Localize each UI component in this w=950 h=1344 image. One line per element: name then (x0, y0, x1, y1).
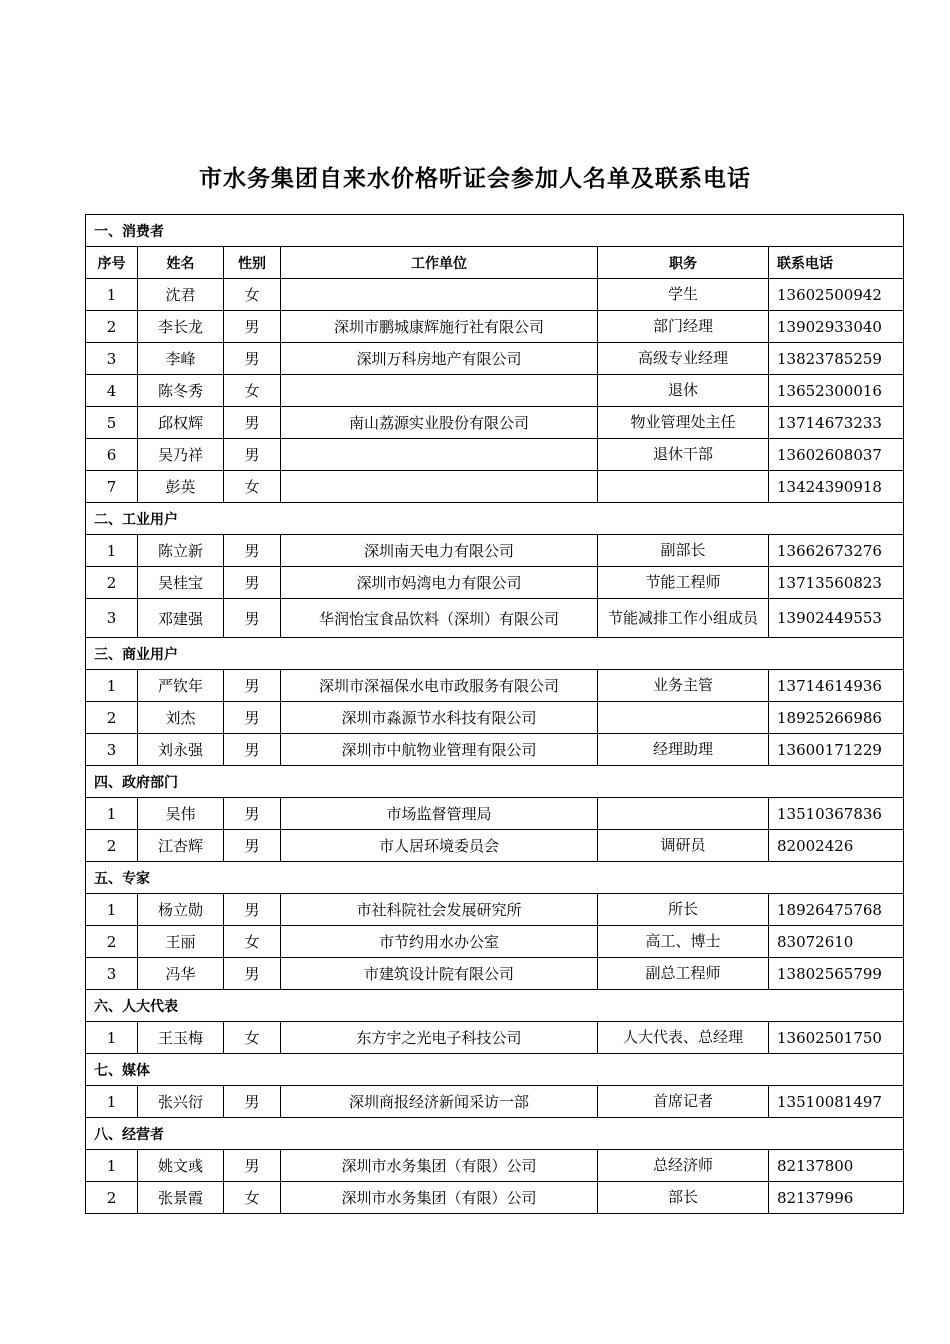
cell-workplace: 市建筑设计院有限公司 (281, 958, 598, 990)
cell-phone: 13510367836 (769, 798, 904, 830)
section-row (86, 1118, 904, 1150)
cell-gender: 男 (224, 958, 281, 990)
section-title: 一、消费者 (86, 215, 904, 247)
cell-phone: 13602500942 (769, 279, 904, 311)
section-row (86, 1054, 904, 1086)
cell-position: 节能减排工作小组成员 (598, 599, 769, 638)
cell-name: 吴乃祥 (138, 439, 224, 471)
cell-serial: 3 (86, 599, 138, 638)
section-row (86, 862, 904, 894)
section-title: 五、专家 (86, 862, 904, 894)
cell-workplace: 深圳万科房地产有限公司 (281, 343, 598, 375)
cell-workplace: 深圳南天电力有限公司 (281, 535, 598, 567)
cell-workplace: 市社科院社会发展研究所 (281, 894, 598, 926)
cell-gender: 男 (224, 439, 281, 471)
cell-phone: 13902449553 (769, 599, 904, 638)
header-serial: 序号 (86, 247, 138, 279)
cell-position: 部长 (598, 1182, 769, 1214)
cell-name: 江杏辉 (138, 830, 224, 862)
cell-phone: 13802565799 (769, 958, 904, 990)
cell-name: 王丽 (138, 926, 224, 958)
cell-workplace: 东方宇之光电子科技公司 (281, 1022, 598, 1054)
cell-position: 总经济师 (598, 1150, 769, 1182)
cell-position (598, 798, 769, 830)
cell-gender: 女 (224, 1182, 281, 1214)
cell-position (598, 702, 769, 734)
cell-position: 高工、博士 (598, 926, 769, 958)
cell-gender: 男 (224, 734, 281, 766)
cell-workplace: 南山荔源实业股份有限公司 (281, 407, 598, 439)
section-row (86, 215, 904, 247)
cell-gender: 男 (224, 798, 281, 830)
cell-serial: 2 (86, 830, 138, 862)
table-row (86, 670, 904, 702)
cell-position: 所长 (598, 894, 769, 926)
cell-position: 学生 (598, 279, 769, 311)
table-row (86, 279, 904, 311)
cell-phone: 82137996 (769, 1182, 904, 1214)
cell-name: 吴桂宝 (138, 567, 224, 599)
cell-phone: 82137800 (769, 1150, 904, 1182)
table-row (86, 926, 904, 958)
section-title: 三、商业用户 (86, 638, 904, 670)
cell-gender: 男 (224, 1150, 281, 1182)
cell-name: 邱权辉 (138, 407, 224, 439)
cell-gender: 女 (224, 279, 281, 311)
cell-position: 副总工程师 (598, 958, 769, 990)
cell-phone: 13714673233 (769, 407, 904, 439)
cell-position: 退休干部 (598, 439, 769, 471)
table-row (86, 1150, 904, 1182)
cell-name: 沈君 (138, 279, 224, 311)
cell-phone: 13713560823 (769, 567, 904, 599)
cell-workplace: 深圳市鹏城康辉施行社有限公司 (281, 311, 598, 343)
cell-serial: 1 (86, 798, 138, 830)
cell-serial: 3 (86, 958, 138, 990)
cell-name: 张景霞 (138, 1182, 224, 1214)
cell-serial: 6 (86, 439, 138, 471)
cell-position: 高级专业经理 (598, 343, 769, 375)
participant-table (85, 214, 904, 1214)
cell-gender: 女 (224, 375, 281, 407)
cell-position: 副部长 (598, 535, 769, 567)
table-row (86, 407, 904, 439)
cell-serial: 1 (86, 535, 138, 567)
cell-gender: 男 (224, 407, 281, 439)
cell-name: 彭英 (138, 471, 224, 503)
cell-phone: 13602501750 (769, 1022, 904, 1054)
cell-position: 人大代表、总经理 (598, 1022, 769, 1054)
cell-phone: 82002426 (769, 830, 904, 862)
cell-workplace: 深圳市淼源节水科技有限公司 (281, 702, 598, 734)
cell-workplace: 深圳市中航物业管理有限公司 (281, 734, 598, 766)
cell-serial: 2 (86, 1182, 138, 1214)
table-row (86, 375, 904, 407)
section-row (86, 503, 904, 535)
cell-serial: 7 (86, 471, 138, 503)
cell-name: 姚文彧 (138, 1150, 224, 1182)
section-title: 四、政府部门 (86, 766, 904, 798)
cell-name: 刘杰 (138, 702, 224, 734)
cell-serial: 3 (86, 734, 138, 766)
cell-workplace (281, 279, 598, 311)
table-row (86, 702, 904, 734)
cell-phone: 18926475768 (769, 894, 904, 926)
section-title: 七、媒体 (86, 1054, 904, 1086)
cell-phone: 13510081497 (769, 1086, 904, 1118)
cell-phone: 18925266986 (769, 702, 904, 734)
cell-phone: 13902933040 (769, 311, 904, 343)
table-row (86, 798, 904, 830)
table-row (86, 734, 904, 766)
cell-position: 首席记者 (598, 1086, 769, 1118)
cell-position: 业务主管 (598, 670, 769, 702)
cell-workplace: 市节约用水办公室 (281, 926, 598, 958)
cell-phone: 13652300016 (769, 375, 904, 407)
cell-serial: 1 (86, 1150, 138, 1182)
cell-position (598, 471, 769, 503)
cell-phone: 13600171229 (769, 734, 904, 766)
cell-gender: 男 (224, 670, 281, 702)
cell-phone: 13823785259 (769, 343, 904, 375)
cell-gender: 女 (224, 1022, 281, 1054)
cell-gender: 男 (224, 894, 281, 926)
table-row (86, 599, 904, 638)
cell-phone: 13424390918 (769, 471, 904, 503)
table-row (86, 343, 904, 375)
cell-name: 张兴衍 (138, 1086, 224, 1118)
table-row (86, 1086, 904, 1118)
cell-gender: 男 (224, 830, 281, 862)
cell-serial: 5 (86, 407, 138, 439)
cell-workplace: 深圳市妈湾电力有限公司 (281, 567, 598, 599)
table-row (86, 958, 904, 990)
cell-gender: 男 (224, 567, 281, 599)
section-title: 二、工业用户 (86, 503, 904, 535)
cell-name: 吴伟 (138, 798, 224, 830)
cell-name: 刘永强 (138, 734, 224, 766)
cell-serial: 1 (86, 894, 138, 926)
table-row (86, 1182, 904, 1214)
header-phone: 联系电话 (769, 247, 904, 279)
cell-name: 李峰 (138, 343, 224, 375)
cell-workplace: 深圳市水务集团（有限）公司 (281, 1182, 598, 1214)
cell-position: 经理助理 (598, 734, 769, 766)
table-row (86, 535, 904, 567)
cell-serial: 3 (86, 343, 138, 375)
cell-name: 邓建强 (138, 599, 224, 638)
section-row (86, 990, 904, 1022)
cell-workplace (281, 375, 598, 407)
cell-phone: 13714614936 (769, 670, 904, 702)
table-row (86, 471, 904, 503)
cell-name: 王玉梅 (138, 1022, 224, 1054)
cell-workplace: 深圳商报经济新闻采访一部 (281, 1086, 598, 1118)
cell-serial: 1 (86, 670, 138, 702)
table-row (86, 1022, 904, 1054)
cell-position: 退休 (598, 375, 769, 407)
cell-serial: 1 (86, 279, 138, 311)
cell-serial: 4 (86, 375, 138, 407)
cell-workplace: 深圳市深福保水电市政服务有限公司 (281, 670, 598, 702)
cell-name: 冯华 (138, 958, 224, 990)
cell-name: 李长龙 (138, 311, 224, 343)
cell-serial: 2 (86, 311, 138, 343)
header-name: 姓名 (138, 247, 224, 279)
table-row (86, 894, 904, 926)
cell-gender: 男 (224, 1086, 281, 1118)
table-row (86, 439, 904, 471)
cell-phone: 13602608037 (769, 439, 904, 471)
cell-gender: 男 (224, 702, 281, 734)
header-row (86, 247, 904, 279)
cell-serial: 2 (86, 567, 138, 599)
cell-gender: 女 (224, 471, 281, 503)
header-gender: 性别 (224, 247, 281, 279)
cell-position: 调研员 (598, 830, 769, 862)
cell-gender: 男 (224, 343, 281, 375)
cell-position: 部门经理 (598, 311, 769, 343)
page-title: 市水务集团自来水价格听证会参加人名单及联系电话 (199, 166, 751, 192)
cell-workplace: 深圳市水务集团（有限）公司 (281, 1150, 598, 1182)
table-row (86, 567, 904, 599)
cell-name: 杨立勋 (138, 894, 224, 926)
cell-name: 陈立新 (138, 535, 224, 567)
cell-gender: 男 (224, 535, 281, 567)
cell-gender: 女 (224, 926, 281, 958)
section-row (86, 766, 904, 798)
cell-gender: 男 (224, 599, 281, 638)
cell-phone: 13662673276 (769, 535, 904, 567)
header-workplace: 工作单位 (281, 247, 598, 279)
table-row (86, 311, 904, 343)
header-position: 职务 (598, 247, 769, 279)
cell-gender: 男 (224, 311, 281, 343)
table-row (86, 830, 904, 862)
cell-position: 节能工程师 (598, 567, 769, 599)
cell-serial: 1 (86, 1022, 138, 1054)
section-row (86, 638, 904, 670)
cell-serial: 2 (86, 926, 138, 958)
cell-workplace: 华润怡宝食品饮料（深圳）有限公司 (281, 599, 598, 638)
section-title: 六、人大代表 (86, 990, 904, 1022)
cell-workplace (281, 439, 598, 471)
cell-phone: 83072610 (769, 926, 904, 958)
section-title: 八、经营者 (86, 1118, 904, 1150)
cell-workplace: 市场监督管理局 (281, 798, 598, 830)
cell-serial: 2 (86, 702, 138, 734)
cell-position: 物业管理处主任 (598, 407, 769, 439)
cell-workplace (281, 471, 598, 503)
cell-name: 陈冬秀 (138, 375, 224, 407)
cell-name: 严钦年 (138, 670, 224, 702)
cell-serial: 1 (86, 1086, 138, 1118)
cell-workplace: 市人居环境委员会 (281, 830, 598, 862)
